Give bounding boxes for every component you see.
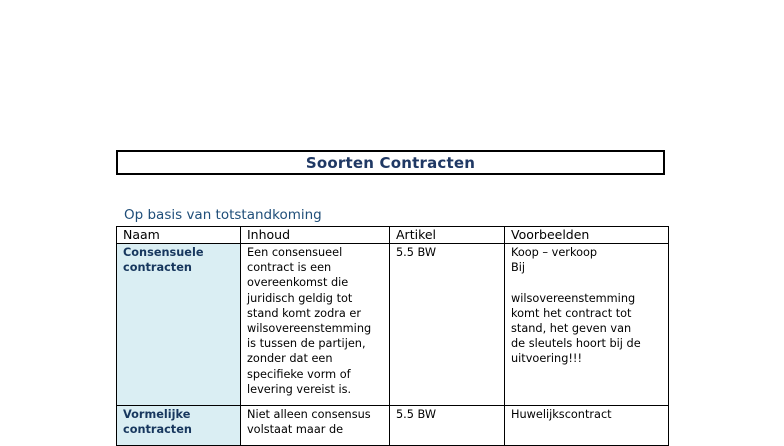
row-inhoud-cell — [241, 406, 390, 446]
row-name-line: Vormelijke — [123, 408, 191, 422]
row-name-cell — [117, 244, 241, 406]
table-row — [117, 406, 669, 446]
voorbeelden-line: Huwelijkscontract — [511, 408, 612, 422]
voorbeelden-line: Koop – verkoop — [511, 246, 598, 259]
column-header-artikel: Artikel — [390, 227, 505, 244]
section-heading: Op basis van totstandkoming — [124, 207, 322, 223]
artikel-line: 5.5 BW — [396, 408, 437, 422]
inhoud-line: specifieke vorm of — [247, 367, 351, 381]
inhoud-line: is tussen de partijen, — [247, 337, 366, 351]
row-voorbeelden-cell — [505, 406, 669, 446]
table-row — [117, 244, 669, 406]
column-header-voorbeelden: Voorbeelden — [505, 227, 669, 244]
row-name-line: contracten — [123, 423, 192, 437]
inhoud-line: stand komt zodra er — [247, 306, 362, 320]
contracts-table — [116, 226, 669, 446]
row-name-line: contracten — [123, 261, 192, 275]
voorbeelden-line: de sleutels hoort bij de — [511, 337, 641, 351]
row-inhoud-cell — [241, 244, 390, 406]
inhoud-line: wilsovereenstemming — [247, 322, 372, 336]
row-artikel-cell — [390, 244, 505, 406]
row-voorbeelden-cell — [505, 244, 669, 406]
document-title: Soorten Contracten — [305, 153, 476, 172]
row-name-cell — [117, 406, 241, 446]
column-header-inhoud: Inhoud — [241, 227, 390, 244]
column-header-naam: Naam — [117, 227, 241, 244]
inhoud-line: Een consensueel — [247, 246, 343, 259]
voorbeelden-line: uitvoering!!! — [511, 352, 582, 366]
row-name-line: Consensuele — [123, 246, 204, 259]
inhoud-line: Niet alleen consensus — [247, 408, 371, 422]
voorbeelden-line: komt het contract tot — [511, 306, 632, 320]
inhoud-line: volstaat maar de — [247, 423, 344, 437]
artikel-line: 5.5 BW — [396, 246, 437, 259]
inhoud-line: levering vereist is. — [247, 382, 352, 396]
voorbeelden-line: wilsovereenstemming — [511, 291, 636, 305]
document-title-box — [116, 150, 665, 175]
inhoud-line: contract is een — [247, 261, 332, 275]
table-header-row — [117, 227, 669, 244]
inhoud-line: juridisch geldig tot — [247, 291, 353, 305]
voorbeelden-blank-line — [511, 275, 662, 290]
inhoud-line: overeenkomst die — [247, 276, 349, 290]
voorbeelden-line: Bij — [511, 261, 526, 275]
voorbeelden-line: stand, het geven van — [511, 322, 632, 335]
inhoud-line: zonder dat een — [247, 352, 333, 366]
row-artikel-cell — [390, 406, 505, 446]
